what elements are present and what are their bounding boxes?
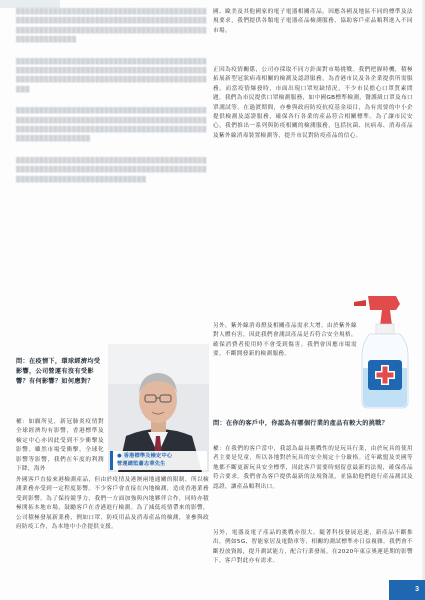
- interview-question-2: [213, 419, 413, 429]
- paragraph-text: 另外，電器及電子產品的挑戰亦很大。隨著科技發展迅速，新產品不斷推出，例如5G、智能家居及電動車等，相關的測試標準亦日益複雜。我們會不斷投放資源，提升測試能力，配合行業發展，在2020年東京奧運延期的影響下，客戶對此亦有需求。: [213, 530, 413, 565]
- caption-line-organization: ● 香港標準及檢定中心: [117, 453, 173, 459]
- right-last-paragraph: [213, 529, 413, 567]
- right-spray-paragraph: [213, 322, 357, 360]
- faint-paragraph: ▒▒▒▒▒▒▒▒▒▒▒▒▒▒▒▒▒▒▒▒▒▒▒▒▒▒▒▒▒▒▒▒▒▒▒▒▒▒▒▒▒▒▒▒▒▒▒▒▒▒▒▒▒▒▒▒▒▒▒▒▒▒▒▒▒▒▒▒▒▒▒▒▒▒▒▒▒▒▒▒▒▒▒▒▒▒▒▒▒▒▒▒▒▒▒▒▒▒▒▒▒▒▒▒▒▒▒▒▒▒▒▒▒▒▒▒▒▒▒▒▒▒▒▒▒▒▒▒▒▒▒▒▒▒▒▒▒▒▒: [16, 108, 207, 143]
- faint-paragraph: ▒▒▒▒▒▒▒▒▒▒▒▒▒▒▒▒▒▒▒▒▒▒▒▒▒▒▒▒▒▒▒▒▒▒▒▒▒▒▒▒▒▒▒▒▒▒▒▒▒▒▒▒▒▒▒▒▒▒▒▒▒▒▒▒▒▒▒▒▒▒▒▒▒▒▒▒▒▒▒▒▒▒▒▒▒▒▒▒▒▒▒▒▒▒▒▒▒▒▒▒▒▒▒▒▒▒▒▒▒▒▒▒▒▒▒▒▒▒▒▒▒▒▒▒▒▒▒▒▒▒▒▒▒▒▒▒: [16, 9, 207, 44]
- question-text: 問：在你的客戶中，你認為有哪個行業的產品有較大的挑戰？: [213, 420, 389, 427]
- page-number: 3: [415, 586, 419, 593]
- answer-text: 櫂：在我們的客戶當中，我認為最具挑戰性的是玩具行業，由於玩具的使用者主要是兒童，所以各地對於玩具的安全規定十分嚴格。近年歐盟及美國等地都不斷更新玩具安全標準，因此客戶需要時刻留意最新的法規，確保產品符合要求。我們會為客戶提供最新的法規資訊，並協助他們進行產品測試及認證，讓產品順利出口。: [213, 446, 413, 490]
- paragraph-text: 國、歐美及其他國家的電子電器相關產品，因應各國及地區不同的標準及法規要求，我們提供各類電子電器產品檢測服務，協助客戶產品順利進入不同市場。: [213, 9, 413, 34]
- faint-paragraph: ▒▒▒▒▒▒▒▒▒▒▒▒▒▒▒▒▒▒▒▒▒▒▒▒▒▒▒▒▒▒▒▒▒▒▒▒▒▒▒▒▒▒▒▒▒▒▒▒▒▒▒▒▒▒▒▒▒▒▒▒▒▒▒▒▒▒▒▒▒▒▒▒▒▒▒▒▒▒▒▒▒▒▒▒▒▒▒▒▒▒▒▒▒▒▒▒▒▒▒▒▒▒▒▒▒▒▒▒▒▒: [16, 157, 207, 183]
- interview-question: [16, 357, 104, 387]
- page-number-tab: [389, 580, 425, 600]
- paragraph-text: 另外，紫外線消毒燈及相關產品需求大增。由於紫外線對人體有害，因此我們會測試產品是否符合安全規格，確保消費者使用時不會受到傷害。我們會因應市場需要，不斷開發新的檢測服務。: [213, 323, 357, 358]
- answer-intro: [16, 418, 104, 474]
- answer-intro-text: 櫂：如願所見，新冠肺炎疫情對全球經濟均有影響，香港標準及檢定中心亦因此受到不少衝擊及影響。雖然市場受衝擊，全球化影響等影響，我們在年度的利潤下降，海外: [16, 419, 104, 473]
- faint-paragraph: ▒▒▒▒▒▒▒▒▒▒▒▒▒▒▒▒▒▒▒▒▒▒▒▒▒▒▒▒▒▒▒▒▒▒▒▒▒▒▒▒▒▒▒▒▒▒▒▒▒▒▒▒▒▒▒▒▒▒▒▒▒▒▒▒▒▒▒▒▒▒▒▒▒▒▒▒▒▒▒▒▒▒▒▒▒▒▒▒▒▒▒▒▒▒▒▒▒▒▒▒▒▒▒▒▒▒▒▒▒▒▒▒▒▒▒▒▒▒▒▒▒▒▒▒▒▒: [16, 58, 207, 93]
- answer-2: [213, 445, 413, 492]
- answer-continued: [16, 476, 209, 532]
- question-text: 問：在疫情下，環球經濟均受影響，公司營運有沒有受影響？有何影響？如何應對？: [16, 358, 101, 385]
- caption-line-name: 營運總監蕭志華先生: [117, 460, 166, 467]
- paragraph-text: 正因為疫情關係，公司亦採取不同方針面對市場挑戰。我們把握時機，積極拓展新型冠狀病毒相關的檢測及認證服務，為香港市民及各企業提供所需服務。而當疫情爆發時，市面出現口罩短缺情況，不少市民擔心口罩質素問題，我們為市民提供口罩檢測服務，如中國GB標準檢測，醫護級口罩及布口罩測試等。在過渡期間，亦參與政府防疫抗疫基金項目，為有需要的中小企提供檢測及認證服務，確保各行各業的產品符合相關標準。為了讓市民安心，我們推出一系列與防疫相關的檢測服務，包括抗菌、抗病毒、消毒產品及紫外線消毒裝置檢測等，提升市民對防疫產品的信心。: [213, 67, 413, 139]
- spray-bottle-icon: [346, 290, 416, 410]
- left-column: [16, 8, 209, 593]
- answer-continued-text: 外國客戶直接來港檢測產品，但由於疫情及港澳兩地通關的限制，所以檢測業務亦受到一定程度影響。不少客戶會直接在內地檢測，造成香港業務受到影響。為了保持競爭力，我們一方面加強與內地夥伴合作，同時亦積極開拓本地市場，鼓勵客戶在香港進行檢測。為了減低疫情帶來的影響，公司積極發展新業務，例如口罩、防疫用品及消毒產品的檢測，並參與政府防疫工作，為本地中小企提供支援。: [16, 477, 209, 531]
- top-corner-band: [0, 0, 60, 8]
- photo-caption: [110, 451, 207, 470]
- right-top-paragraph: [213, 8, 413, 36]
- right-mid-paragraph: [213, 66, 413, 141]
